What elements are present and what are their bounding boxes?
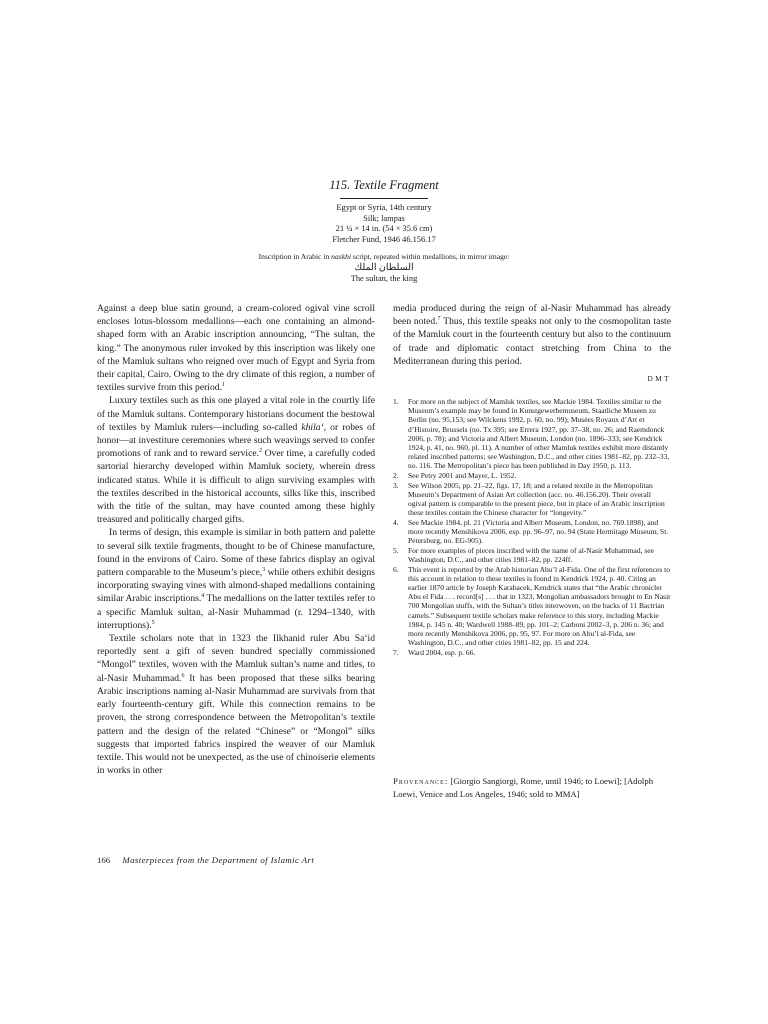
provenance-label: Provenance: (393, 776, 449, 786)
author-initials: DMT (647, 375, 671, 384)
body-paragraph: media produced during the reign of al-Nasir Muhammad has already been noted.$^7$ Thus, this textile speaks not only to the cosmopolitan taste of the Mamluk court in the fourteenth century but also to the continuum of trade and diplomatic contact stretching from China to the Mediterranean during this period. (393, 303, 671, 367)
footnote-ref: 7 (437, 316, 441, 323)
endnote: 3. See Wilson 2005, pp. 21–22, figs. 17, 18; and a related textile in the Metropolitan Museum’s Department of Asian Art collection (acc. no. 46.156.20). Their overall ogival pattern is comparable to the present piece, but in place of an Arabic inscription these textiles contain the Chinese character for “longevity.” (393, 480, 665, 518)
page-number: 166 (97, 855, 111, 865)
footnote-ref: 6 (181, 672, 185, 679)
body-paragraph: Textile scholars note that in 1323 the Ilkhanid ruler Abu Sa‘id reportedly sent a gift of seven hundred specially commissioned “Mongol” textiles, woven with the Mamluk sultan’s name and titles, to al-Nasir Muhammad.$^6$ It has been proposed that these silks bearing Arabic inscriptions naming al-Nasir Muhammad are survivals from that early fourteenth-century gift. While this connection remains to be proven, the strong correspondence between the Metropolitan’s textile pattern and the design of the related “Chinese” or “Mongol” silks suggests that imported fabrics inspired the weaver of our Mamluk textile. This would not be unexpected, as the use of chinoiserie elements in works in other (97, 633, 376, 777)
running-head: Masterpieces from the Department of Islamic Art (122, 855, 315, 865)
meta-credit-line: Fletcher Fund, 1946 46.156.17 (332, 234, 436, 244)
provenance (393, 775, 678, 800)
footnote-ref: 5 (151, 619, 155, 626)
script-name: naskhi (331, 252, 351, 262)
endnote: 1. For more on the subject of Mamluk textiles, see Mackie 1984. Textiles similar to the Museum’s example may be found in Kunstgewerbemuseum, Staatliche Museen zu Berlin (no. 95,153; see Wilckens 1992, p. 60, no. 99); Musées Royaux d’Art et d’Histoire, Brussels (no. Tx 395; see Errera 1927, pp. 37–38, no. 26; and Raemdonck 2006, p. 78); and Victoria and Albert Museum, London (no. 1896–333; see Kendrick 1924, p. 41, no. 960, pl. 11). A number of other Mamluk textiles exhibit more distantly related inscribed patterns; see Washington, D.C., and other cities 1981–82, pp. 232–33, no. 116. The Metropolitan’s piece has been published in Day 1950, p. 113. (393, 397, 670, 471)
endnote: 6. This event is reported by the Arab historian Abu’l al-Fida. One of the first references to this account in relation to these textiles is found in Kendrick 1924, p. 40. Citing an earlier 1870 article by Joseph Karabacek, Kendrick states that “the Arabic chronicler Abu el Fida . . . record[s] . . . that in 1323, Mongolian ambassadors brought to En Nasir 700 Mongolian stuffs, with the Sultan’s titles interwoven, on the backs of 11 Bactrian camels.” Subsequent textile scholars make reference to this story, including Mackie 1984, p. 145 n. 40; Wardwell 1988–89, pp. 101–2; Carboni 2002–3, p. 206 n. 36; and more recently Menshikova 2006, pp. 95, 97. For more on Abu’l al-Fida, see Washington, D.C., and other cities 1981–82, pp. 15 and 224. (393, 564, 671, 648)
footnote-ref: 2 (259, 448, 262, 455)
entry-title: 115. Textile Fragment (329, 178, 439, 192)
inscription-note: Inscription in Arabic in naskhi script, repeated within medallions, in mirror image: (258, 252, 510, 262)
meta-material: Silk; lampas (363, 213, 405, 223)
meta-origin: Egypt or Syria, 14th century (336, 203, 432, 212)
endnote: 5. For more examples of pieces inscribed with the name of al-Nasir Muhammad, see Washington, D.C., and other cities 1981–82, pp. 224ff. (393, 545, 654, 565)
footnote-ref: 3 (262, 566, 266, 573)
meta-dimensions: 21 ¼ × 14 in. (54 × 35.6 cm) (335, 224, 433, 234)
body-column-left (97, 302, 375, 777)
body-column-right (393, 302, 671, 386)
body-paragraph: Against a deep blue satin ground, a cream-colored ogival vine scroll encloses lotus-blossom medallions—each one containing an almond-shaped form with an Arabic inscription announcing, “The sultan, the king.” The anonymous ruler invoked by this inscription was likely one of the Mamluk sultans who reigned over much of Egypt and Syria from their capital, Cairo. Owing to the dry climate of this region, a number of textiles survive from this period.$^1$ (97, 303, 375, 394)
body-paragraph: Luxury textiles such as this one played a vital role in the courtly life of the Mamluk sultans. Contemporary historians document the bestowal of textiles by Mamluk rulers—including so-called khila‘, or robes of honor—at investiture ceremonies where such weavings served to confer promotions of rank and to reward service.$^2$ Over time, a carefully coded sartorial hierarchy developed within Mamluk society, wherein dress indicated status. While it is difficult to align surviving examples with the textiles described in the historical accounts, silks like this, inscribed with the title of the sultan, may have counted among these highly treasured and politically charged gifts. (97, 395, 376, 526)
entry-header (180, 178, 588, 284)
endnotes (393, 397, 671, 657)
inscription-translation: The sultan, the king (350, 274, 418, 284)
title-rule (340, 198, 428, 199)
footnote-ref: 1 (221, 382, 225, 389)
arabic-inscription: السلطان الملك (354, 263, 414, 274)
page-footer (97, 855, 314, 865)
endnote: 7. Ward 2004, esp. p. 66. (393, 647, 476, 657)
body-paragraph: In terms of design, this example is similar in both pattern and palette to several silk textile fragments, thought to be of Chinese manufacture, found in the environs of Cairo. Some of these fabrics display an ogival pattern comparable to the Museum’s piece,$^3$ while others exhibit designs incorporating swaying vines with almond-shaped medallions containing similar Arabic inscriptions.$^4$ The medallions on the latter textiles refer to a specific Mamluk sultan, al-Nasir Muhammad (r. 1294–1340, with interruptions).$^5$ (97, 527, 376, 631)
endnote: 2. See Petry 2001 and Mayer, L. 1952. (393, 471, 517, 481)
provenance-text: [Giorgio Sangiorgi, Rome, until 1946; to Loewi]; [Adolph Loewi, Venice and Los Angeles, 1946; sold to MMA] (393, 776, 654, 799)
footnote-ref: 4 (201, 593, 205, 600)
endnote: 4. See Mackie 1984, pl. 21 (Victoria and Albert Museum, London, no. 769.1898), and more recently Menshikova 2006, esp. pp. 96–97, no. 94 (State Hermitage Museum, St. Petersburg, no. EG-905). (393, 517, 669, 546)
